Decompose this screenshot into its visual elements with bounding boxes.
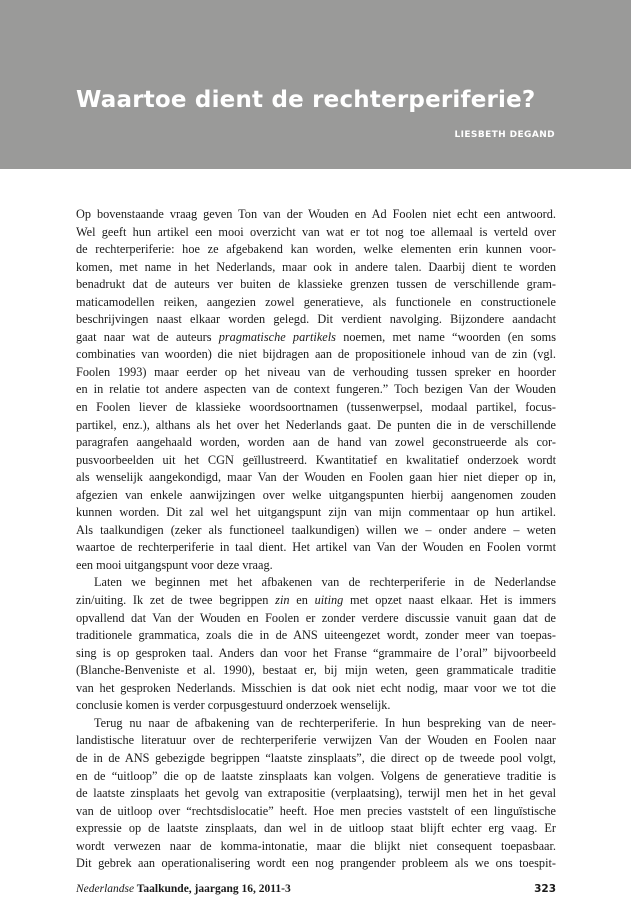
text-line — [76, 645, 556, 663]
italic-term: uiting — [314, 593, 344, 608]
text-segment: van het gesproken Nederlands. Misschien is dat ook niet echt nodig, maar voor we tot die — [76, 680, 556, 695]
text-segment: noemen, met name “woorden (en soms — [335, 329, 556, 344]
text-line — [76, 820, 556, 838]
text-line — [76, 399, 556, 417]
text-segment: partikel, enz.), althans als het over het Nederlands gaat. De punten die in de verschillende — [76, 417, 556, 432]
text-segment: de laatste zinsplaats het gevolg van extrapositie (verplaatsing), terwijl men het in het geval — [76, 786, 556, 801]
text-segment: met opzet naast elkaar. Het is immers — [343, 593, 557, 608]
text-line — [76, 259, 556, 277]
text-segment: als wenselijk aangekondigd, maar Van der Wouden en Foolen gaan hier niet dieper op in, — [76, 470, 556, 485]
text-segment: pusvoorbeelden uit het CGN geïllustreerd. Kwantitatief en kwalitatief onderzoek wordt — [76, 452, 556, 467]
text-line — [76, 557, 556, 575]
text-segment: kunnen worden. Dit zal wel het uitgangspunt zijn van mijn commentaar op hun artikel. — [76, 505, 556, 520]
text-line — [76, 680, 556, 698]
text-line — [76, 715, 556, 733]
text-segment: Op bovenstaande vraag geven Ton van der Wouden en Ad Foolen niet echt een antwoord. — [76, 207, 556, 221]
text-line — [76, 768, 556, 786]
page-number: 323 — [534, 883, 556, 895]
text-line — [76, 381, 556, 399]
text-line — [76, 803, 556, 821]
text-segment: conclusie komen is verder corpusgestuurd onderzoek wenselijk. — [76, 698, 391, 713]
text-segment: de rechterperiferie: hoe ze afgebakend kan worden, welke elementen erin kunnen voor- — [76, 242, 556, 257]
text-segment: Dit gebrek aan operationalisering wordt een nog prangender probleem als we ons toespit- — [76, 856, 556, 871]
text-segment: opvallend dat Van der Wouden en Foolen er zonder verdere discussie vanuit gaan dat de — [76, 610, 556, 625]
text-segment: Laten we beginnen met het afbakenen van de rechterperiferie in de Nederlandse — [94, 575, 556, 590]
italic-term: pragmatische partikels — [218, 329, 336, 344]
text-segment: maticamodellen reiken, aangezien zowel generatieve, als functionele en constructionele — [76, 294, 556, 309]
text-segment: en — [289, 593, 315, 608]
text-segment: de in de ANS gebezigde begrippen “laatste zinsplaats”, die direct op de tweede pool volgt, — [76, 750, 556, 765]
text-segment: expressie op de laatste zinsplaats, dan wel in de uitloop staat blijft echter erg vaag. Er — [76, 821, 556, 836]
text-segment: en de “uitloop” die op de laatste zinsplaats kan volgen. Volgens de generatieve traditie is — [76, 768, 556, 783]
text-line — [76, 417, 556, 435]
text-line — [76, 592, 556, 610]
text-segment: een mooi uitgangspunt voor deze vraag. — [76, 557, 273, 572]
text-line — [76, 434, 556, 452]
text-segment: zin/uiting. Ik zet de twee begrippen — [76, 593, 276, 608]
text-line — [76, 346, 556, 364]
text-line — [76, 838, 556, 856]
text-line — [76, 732, 556, 750]
text-segment: van de uitloop over “rechtsdislocatie” heeft. Hoe men precies vaststelt of een linguïstische — [76, 803, 556, 818]
text-line — [76, 276, 556, 294]
text-segment: Wel geeft hun artikel een mooi overzicht van wat er tot nog toe allemaal is verteld over — [76, 224, 556, 239]
text-segment: en Foolen liever de klassieke woordsoortnamen (tussenwerpsel, modaal partikel, focus- — [76, 400, 556, 415]
text-segment: landistische literatuur over de rechterperiferie verwijzen Van der Wouden en Foolen naar — [76, 733, 556, 748]
text-segment: combinaties van woorden) die niet bijdragen aan de propositionele inhoud van de zin (vgl. — [76, 347, 556, 362]
page-footer — [76, 881, 556, 897]
text-segment: Als taalkundigen (zeker als functioneel taalkundigen) willen we – onder andere – weten — [76, 522, 556, 537]
text-line — [76, 697, 556, 715]
journal-issue: Taalkunde, jaargang 16, 2011-3 — [134, 883, 291, 895]
text-line — [76, 452, 556, 470]
text-line — [76, 855, 556, 873]
text-line — [76, 574, 556, 592]
journal-citation — [76, 881, 291, 897]
text-line — [76, 469, 556, 487]
text-line — [76, 364, 556, 382]
text-line — [76, 750, 556, 768]
text-segment: afgezien van enkele aanwijzingen over welke uitgangspunten hierbij aangenomen zouden — [76, 487, 556, 502]
text-line — [76, 294, 556, 312]
journal-name-italic: Nederlandse — [76, 883, 135, 895]
text-line — [76, 224, 556, 242]
text-segment: benadrukt dat de auteurs ver buiten de klassieke grenzen tussen de verschillende gram- — [76, 277, 556, 292]
text-segment: gaat naar wat de auteurs — [76, 329, 219, 344]
article-body — [76, 206, 556, 873]
text-segment: waartoe de rechterperiferie in taal dient. Het artikel van Van der Wouden en Foolen vormt — [76, 540, 556, 555]
header-band — [0, 0, 631, 169]
text-segment: wordt verwezen naar de komma-intonatie, maar die blijkt niet consequent toepasbaar. — [76, 838, 556, 853]
text-segment: (Blanche-Benveniste et al. 1990), bestaat er, bij mijn weten, geen grammaticale traditie — [76, 663, 556, 678]
text-line — [76, 522, 556, 540]
italic-term: zin — [275, 593, 290, 608]
text-line — [76, 206, 556, 224]
text-line — [76, 539, 556, 557]
text-segment: paragrafen aangehaald worden, worden aan de hand van zowel geconstrueerde als cor- — [76, 435, 556, 450]
text-segment: Foolen 1993) maar eerder op het niveau van de verhouding tussen spreker en hoorder — [76, 364, 556, 379]
text-line — [76, 311, 556, 329]
text-line — [76, 627, 556, 645]
text-line — [76, 785, 556, 803]
article-author: LIESBETH DEGAND — [454, 130, 555, 140]
text-segment: traditionele grammatica, zoals die in de ANS uiteengezet wordt, zonder meer van toepas- — [76, 628, 556, 643]
text-line — [76, 241, 556, 259]
article-title: Waartoe dient de rechterperiferie? — [76, 87, 536, 113]
text-segment: sing is op gesproken taal. Anders dan voor het Franse “grammaire de l’oral” bijvoorbeeld — [76, 645, 556, 660]
text-line — [76, 329, 556, 347]
text-line — [76, 504, 556, 522]
text-segment: en in relatie tot andere aspecten van de context fungeren.” Toch bezigen Van der Wouden — [76, 382, 556, 397]
text-segment: komen, met name in het Nederlands, maar ook in andere talen. Daarbij dient te worden — [76, 259, 556, 274]
text-line — [76, 487, 556, 505]
text-line — [76, 610, 556, 628]
text-segment: beschrijvingen naast elkaar worden gelegd. Dit verdient navolging. Bijzondere aandacht — [76, 312, 556, 327]
text-line — [76, 662, 556, 680]
text-segment: Terug nu naar de afbakening van de rechterperiferie. In hun bespreking van de neer- — [94, 715, 556, 730]
